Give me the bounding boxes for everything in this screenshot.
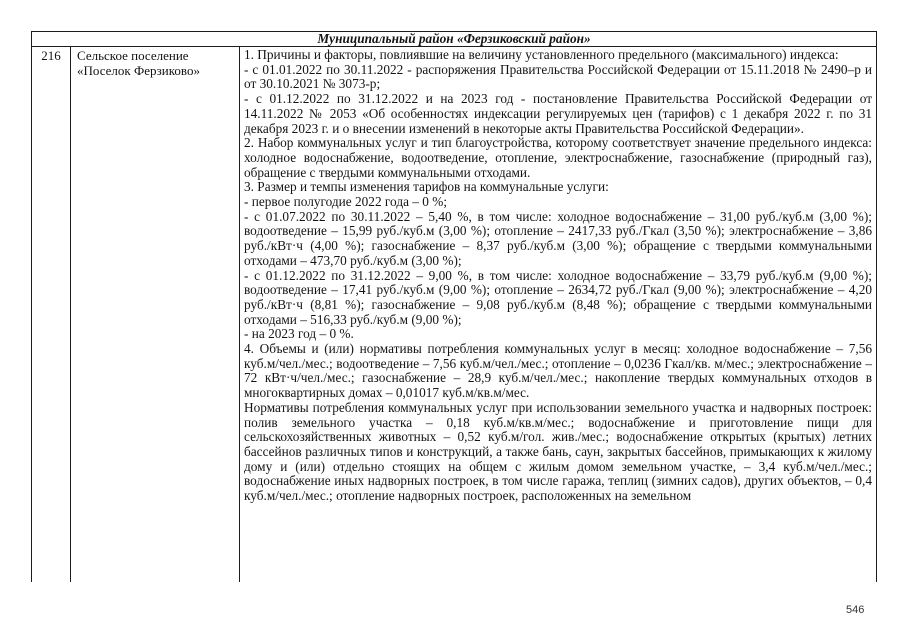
settlement-name	[71, 47, 240, 582]
paragraph: - с 01.12.2022 по 31.12.2022 – 9,00 %, в том числе: холодное водоснабжение – 33,79 руб./куб.м (9,00 %); водоотведение – 17,41 руб./куб.м (9,00 %); отопление – 2634,72 руб./Гкал (9,00 %); электроснабжение – 4,20 руб./кВт·ч (8,81 %); газоснабжение – 9,08 руб./куб.м (8,48 %); обращение с твердыми коммунальными отходами – 516,33 руб./куб.м (9,00 %);	[244, 267, 872, 327]
paragraph: 1. Причины и факторы, повлиявшие на величину установленного предельного (максимального) индекса:	[244, 47, 839, 62]
paragraph: 4. Объемы и (или) нормативы потребления коммунальных услуг в месяц: холодное водоснабжение – 7,56 куб.м/чел./мес.; водоотведение – 7,56 куб.м/чел./мес.; отопление – 0,0236 Гкал/кв. м/мес.; электроснабжение – 72 кВт·ч/чел./мес.; газоснабжение – 28,9 куб.м/чел./мес.; накопление твердых коммунальных отходов в многоквартирных домах – 0,01017 куб.м/кв.м/мес.	[244, 341, 872, 401]
page-number: 546	[846, 604, 865, 616]
district-header: Муниципальный район «Ферзиковский район»	[32, 32, 876, 47]
row-number: 216	[32, 47, 71, 582]
settlement-name-line-2: «Поселок Ферзиково»	[77, 63, 200, 79]
tariff-table	[31, 31, 877, 582]
table-row	[32, 47, 876, 582]
tariff-description	[240, 47, 876, 582]
paragraph: 2. Набор коммунальных услуг и тип благоустройства, которому соответствует значение предельного индекса: холодное водоснабжение, водоотведение, отопление, электроснабжение, газоснабжение (природный газ), обращение с твердыми коммунальными отходами.	[244, 135, 872, 180]
paragraph: - с 01.07.2022 по 30.11.2022 – 5,40 %, в том числе: холодное водоснабжение – 31,00 руб./куб.м (3,00 %); водоотведение – 15,99 руб./куб.м (3,00 %); отопление – 2417,33 руб./Гкал (3,50 %); электроснабжение – 3,86 руб./кВт·ч (4,00 %); газоснабжение – 8,37 руб./куб.м (3,00 %); обращение с твердыми коммунальными отходами – 473,70 руб./куб.м (3,00 %);	[244, 208, 872, 268]
settlement-name-line-1: Сельское поселение	[77, 48, 189, 63]
paragraph: - на 2023 год – 0 %.	[244, 326, 354, 342]
paragraph: 3. Размер и темпы изменения тарифов на коммунальные услуги:	[244, 179, 609, 195]
paragraph: - с 01.12.2022 по 31.12.2022 и на 2023 год - постановление Правительства Российской Федерации от 14.11.2022 № 2053 «Об особенностях индексации регулируемых цен (тарифов) с 1 декабря 2022 г. по 31 декабря 2023 г. и о внесении изменений в некоторые акты Правительства Российской Федерации».	[244, 91, 872, 136]
paragraph: Нормативы потребления коммунальных услуг при использовании земельного участка и надворных построек: полив земельного участка – 0,18 куб.м/кв.м/мес.; водоснабжение и приготовление пищи для сельскохозяйственных животных – 0,52 куб.м/гол. жив./мес.; водоснабжение открытых (крытых) летних бассейнов различных типов и конструкций, а также бань, саун, закрытых бассейнов, примыкающих к жилому дому и (или) отдельно стоящих на общем с жилым домом земельном участке, – 3,4 куб.м/чел./мес.; водоснабжение иных надворных построек, в том числе гаража, теплиц (зимних садов), других объектов, – 0,4 куб.м/чел./мес.; отопление надворных построек, расположенных на земельном	[244, 399, 872, 504]
paragraph: - с 01.01.2022 по 30.11.2022 - распоряжения Правительства Российской Федерации от 15.11.2018 № 2490–р и от 30.10.2021 № 3073-р;	[244, 61, 872, 92]
paragraph: - первое полугодие 2022 года – 0 %;	[244, 194, 448, 210]
